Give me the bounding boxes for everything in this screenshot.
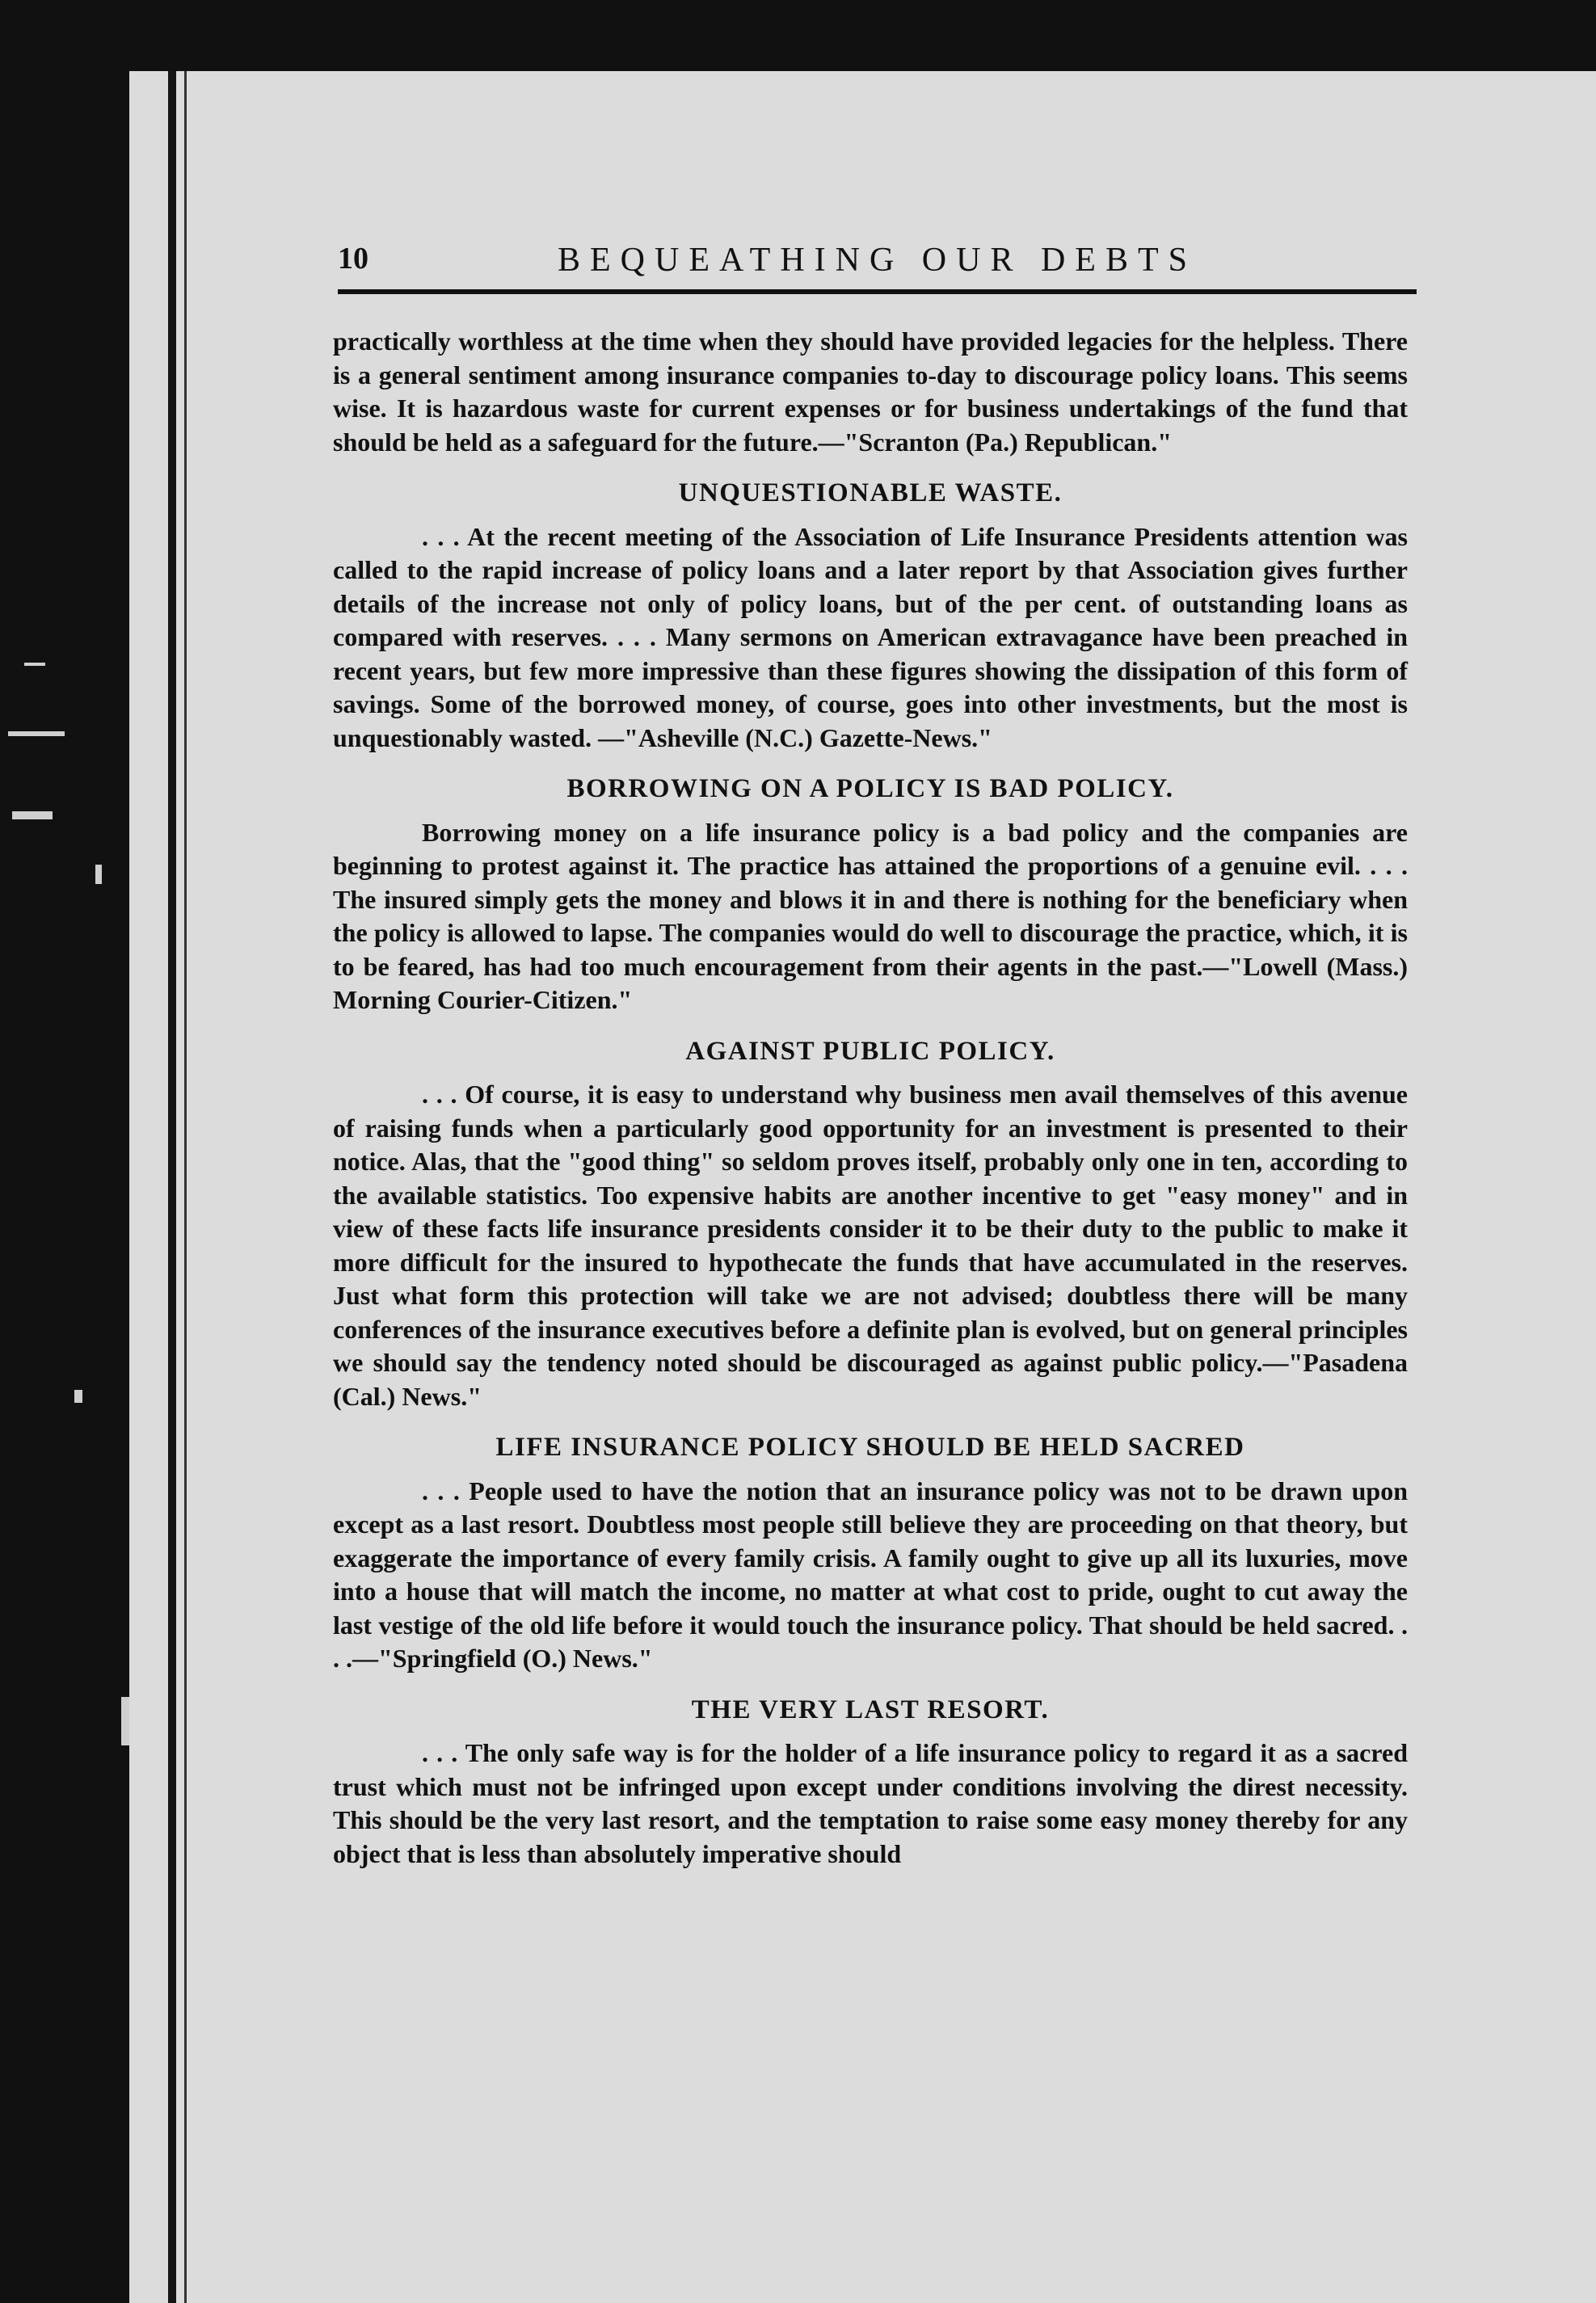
section-1-heading: UNQUESTIONABLE WASTE. <box>678 478 1063 507</box>
scan-speck <box>24 663 45 666</box>
scan-speck <box>74 1390 82 1403</box>
running-title: BEQUEATHING OUR DEBTS <box>558 242 1197 279</box>
section-4-text: . . . People used to have the notion that an insurance policy was not to be drawn upon except as a last resort. Doubtless most people still believe they are proceeding on that theory, but exaggerate the importance of every family crisis. A family ought to give up all its luxuries, move into a house that will match the income, no matter at what cost to pride, ought to cut away the last vestige of the old life before it would touch the insurance policy. That should be held sacred. . . .—"Springfield (O.) News." <box>333 1476 1408 1673</box>
page-header <box>338 234 1417 291</box>
binding-edge <box>168 71 176 2303</box>
page-number: 10 <box>338 242 368 276</box>
scan-speck <box>12 811 53 819</box>
scan-speck <box>121 1697 129 1745</box>
article-body <box>333 325 1408 1871</box>
section-3-text: . . . Of course, it is easy to understand why business men avail themselves of this avenue of raising funds when a particularly good opportunity for an investment is presented to their notice. Alas, that the "good thing" so seldom proves itself, probably only one in ten, according to the available statistics. Too expensive habits are another incentive to get "easy money" and in view of these facts life insurance presidents consider it to be their duty to the public to make it more difficult for the insured to hypothecate the funds that have accumulated in the reserves. Just what form this protection will take we are not advised; doubtless there will be many conferences of the insurance executives before a definite plan is evolved, but on general principles we should say the tendency noted should be discouraged as against public policy.—"Pasadena (Cal.) News." <box>333 1080 1408 1411</box>
binding-edge-inner <box>184 71 187 2303</box>
section-1-text: . . . At the recent meeting of the Association of Life Insurance Presidents attention was called to the rapid increase of policy loans and a later report by that Association gives further details of the increase not only of policy loans, but of the per cent. of outstanding loans as compared with reserves. . . . Many sermons on American extravagance have been preached in recent years, but few more impressive than these figures showing the dissipation of this form of savings. Some of the borrowed money, of course, goes into other investments, but the most is unquestionably wasted. —"Asheville (N.C.) Gazette-News." <box>333 521 1408 752</box>
scan-speck <box>95 865 102 884</box>
section-2-heading: BORROWING ON A POLICY IS BAD POLICY. <box>566 774 1174 803</box>
section-2-text: Borrowing money on a life insurance policy is a bad policy and the companies are beginning to protest against it. The practice has attained the proportions of a genuine evil. . . . The insured simply gets the money and blows it in and there is nothing for the beneficiary when the policy is allowed to lapse. The companies would do well to discourage the practice, which, it is to be feared, has had too much encouragement from their agents in the past.—"Lowell (Mass.) Morning Courier-Citizen." <box>333 817 1408 1014</box>
section-5-heading: THE VERY LAST RESORT. <box>691 1695 1050 1724</box>
section-0-text: practically worthless at the time when they should have provided legacies for the helpless. There is a general sentiment among insurance companies to-day to discourage policy loans. This seems wise. It is hazardous waste for current expenses or for business undertakings of the fund that should be held as a safeguard for the future.—"Scranton (Pa.) Republican." <box>333 326 1408 457</box>
section-4-heading: LIFE INSURANCE POLICY SHOULD BE HELD SACRED <box>495 1433 1245 1462</box>
section-3-heading: AGAINST PUBLIC POLICY. <box>685 1036 1055 1066</box>
scan-speck <box>8 731 65 736</box>
section-5-text: . . . The only safe way is for the holder of a life insurance policy to regard it as a sacred trust which must not be infringed upon except under conditions involving the direst necessity. This should be the very last resort, and the temptation to raise some easy money thereby for any object that is less than absolutely imperative should <box>333 1738 1408 1868</box>
header-rule <box>338 289 1417 294</box>
